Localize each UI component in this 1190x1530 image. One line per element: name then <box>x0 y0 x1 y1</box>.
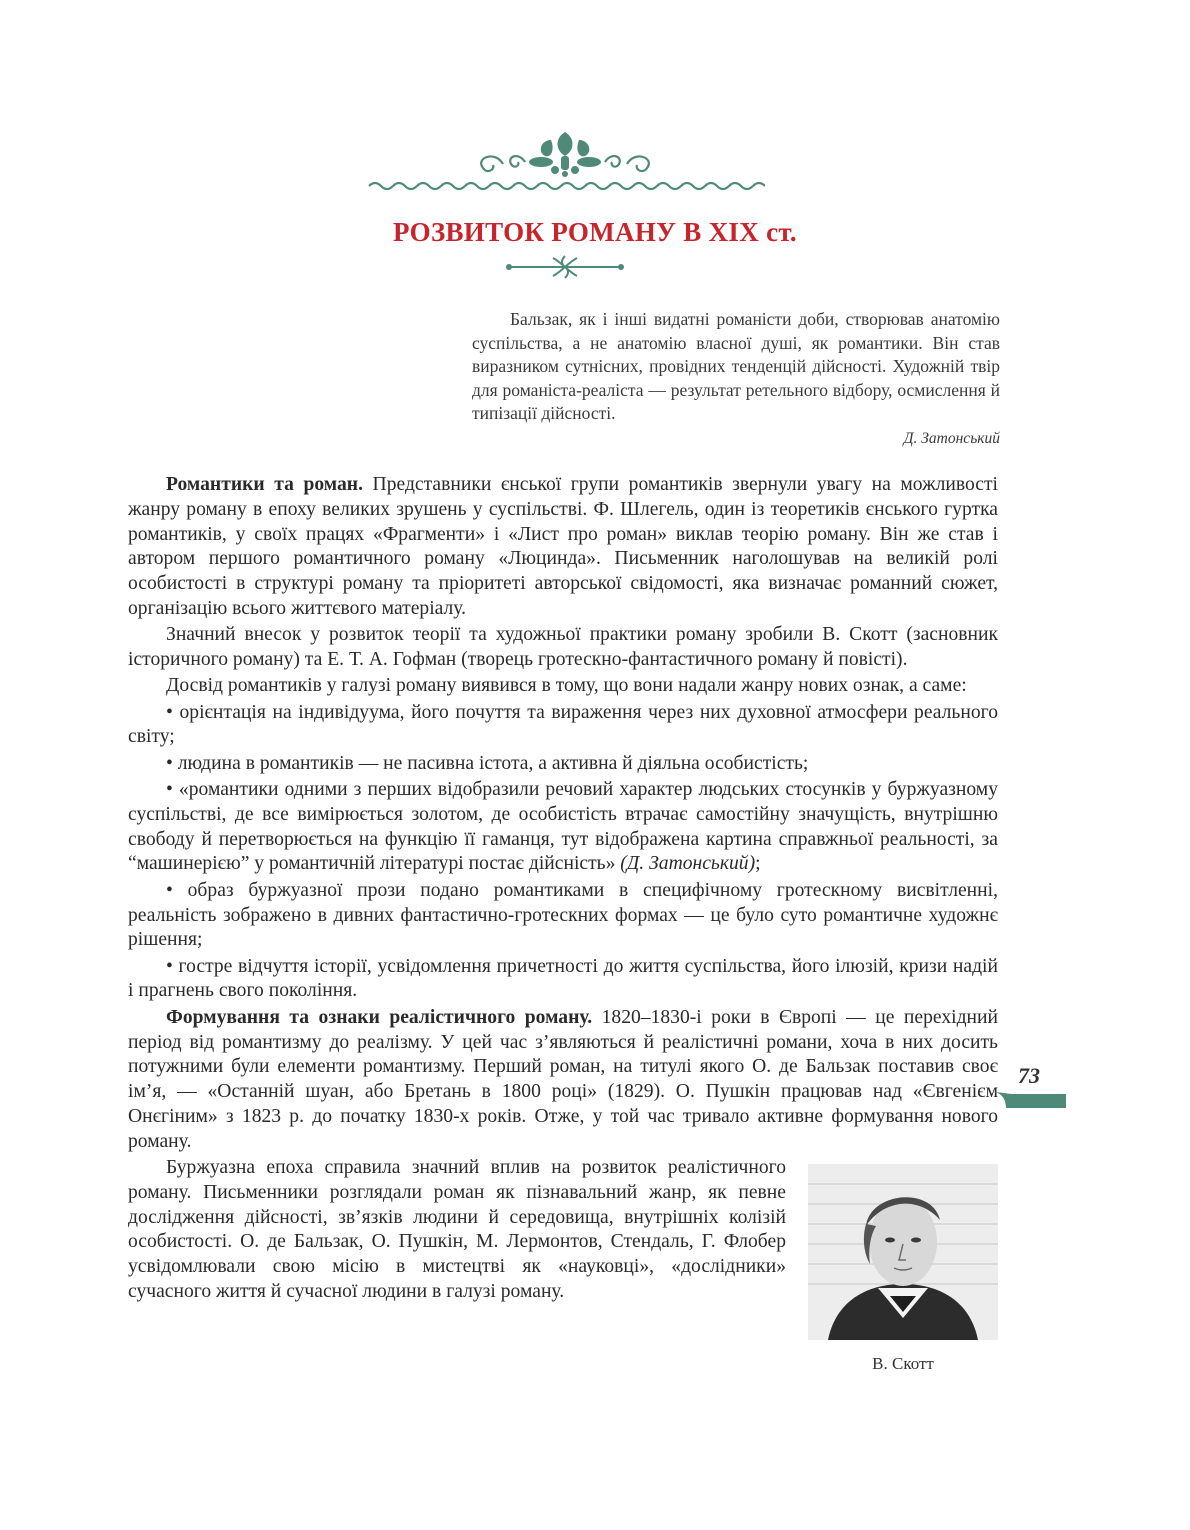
portrait-caption: В. Скотт <box>872 1354 934 1374</box>
section-heading: Формування та ознаки реалістичного роману. <box>166 1006 593 1028</box>
list-item: • орієнтація на індивідуума, його почуття та вираження через них духовної атмосфери реального світу; <box>128 701 998 748</box>
list-item: • людина в романтиків — не пасивна істота, а активна й діяльна особистість; <box>166 752 809 774</box>
section-heading: Романтики та роман. <box>166 474 363 495</box>
page-number: 73 <box>1018 1063 1040 1088</box>
list-item: • образ буржуазної прози подано романтиками в специфічному гротескному висвітленні, реальність зображено в дивних фантастично-гротескних формах — це було суто романтичне художнє рішення; <box>128 879 998 951</box>
paragraph <box>128 473 998 622</box>
decorative-flourish <box>505 252 625 282</box>
decorative-ornament-top <box>365 128 765 192</box>
citation: (Д. Затонський) <box>620 853 756 875</box>
portrait-figure <box>808 1164 998 1377</box>
chapter-title: РОЗВИТОК РОМАНУ В XIX ст. <box>393 217 797 247</box>
paragraph: Буржуазна епоха справила значний вплив на розвиток реалістичного роману. Письменники розглядали роман як пізнавальний жанр, як певне дослідження дійсності, зв’язків людини й середовища, внутрішніх колізій особистості. О. де Бальзак, О. Пушкін, М. Лермонтов, Стендаль, Г. Флобер усвідомлювали свою місію в мистецтві як «науковці», «дослідники» сучасного життя й сучасної людини в галузі роману. <box>128 1157 786 1302</box>
epigraph-author: Д. Затонський <box>903 429 1000 447</box>
paragraph: Досвід романтиків у галузі роману виявився в тому, що вони надали жанру нових ознак, а саме: <box>166 675 967 697</box>
portrait-image <box>808 1164 998 1340</box>
list-item: • гостре відчуття історії, усвідомлення причетності до життя суспільства, його ілюзій, кризи надій і прагнень свого покоління. <box>128 955 998 1002</box>
punctuation: ; <box>755 853 761 875</box>
paragraph-text: Представники єнської групи романтиків звернули увагу на можливості жанру роману в епоху великих зрушень у суспільстві. Ф. Шлегель, один із теоретиків єнського гуртка романтиків, у своїх працях «Фрагменти» і «Лист про роман» виклав теорію роману. Він же став і автором першого романтичного роману «Люцинда». Письменник наголошував на великій ролі особистості в структурі роману та пріоритеті авторської свідомості, яка визначає романний сюжет, організацію всього життєвого матеріалу. <box>128 474 998 619</box>
page-corner-tab <box>992 1088 1066 1112</box>
list-item-text: • «романтики одними з перших відобразили речовий характер людських стосунків у буржуазному суспільстві, де все вимірюється золотом, де особистість втрачає самостійну значущість, внутрішню свободу й перетворюється на функцію її гаманця, тут відображена картина справжньої реальності, за “машинерією” у романтичній літературі постає дійсність» <box>128 779 998 875</box>
list-item <box>128 778 998 877</box>
epigraph-text: Бальзак, як і інші видатні романісти доби, створював анатомію суспільства, а не анатомію власної душі, як романтики. Він став виразником сутнісних, провідних тенденцій дійсності. Художній твір для романіста-реаліста — результат ретельного відбору, осмислення й типізації дійсності. <box>472 309 1000 424</box>
paragraph <box>128 1006 998 1155</box>
paragraph: Значний внесок у розвиток теорії та художньої практики роману зробили В. Скотт (засновник історичного роману) та Е. Т. А. Гофман (творець гротескно-фантастичного роману й повісті). <box>128 624 998 671</box>
paragraph-text: 1820–1830-і роки в Європі — це перехідний період від романтизму до реалізму. У цей час з’являються й реалістичні романи, хоча в них досить потужними були елементи романтизму. Перший роман, на титулі якого О. де Бальзак поставив своє ім’я, — «Останній шуан, або Бретань в 1800 році» (1829). О. Пушкін працював над «Євгенієм Онєгіним» з 1823 р. до початку 1830-х років. Отже, у той час тривало активне формування нового роману. <box>128 1006 998 1152</box>
epigraph <box>472 308 1000 451</box>
main-text <box>128 473 998 1377</box>
